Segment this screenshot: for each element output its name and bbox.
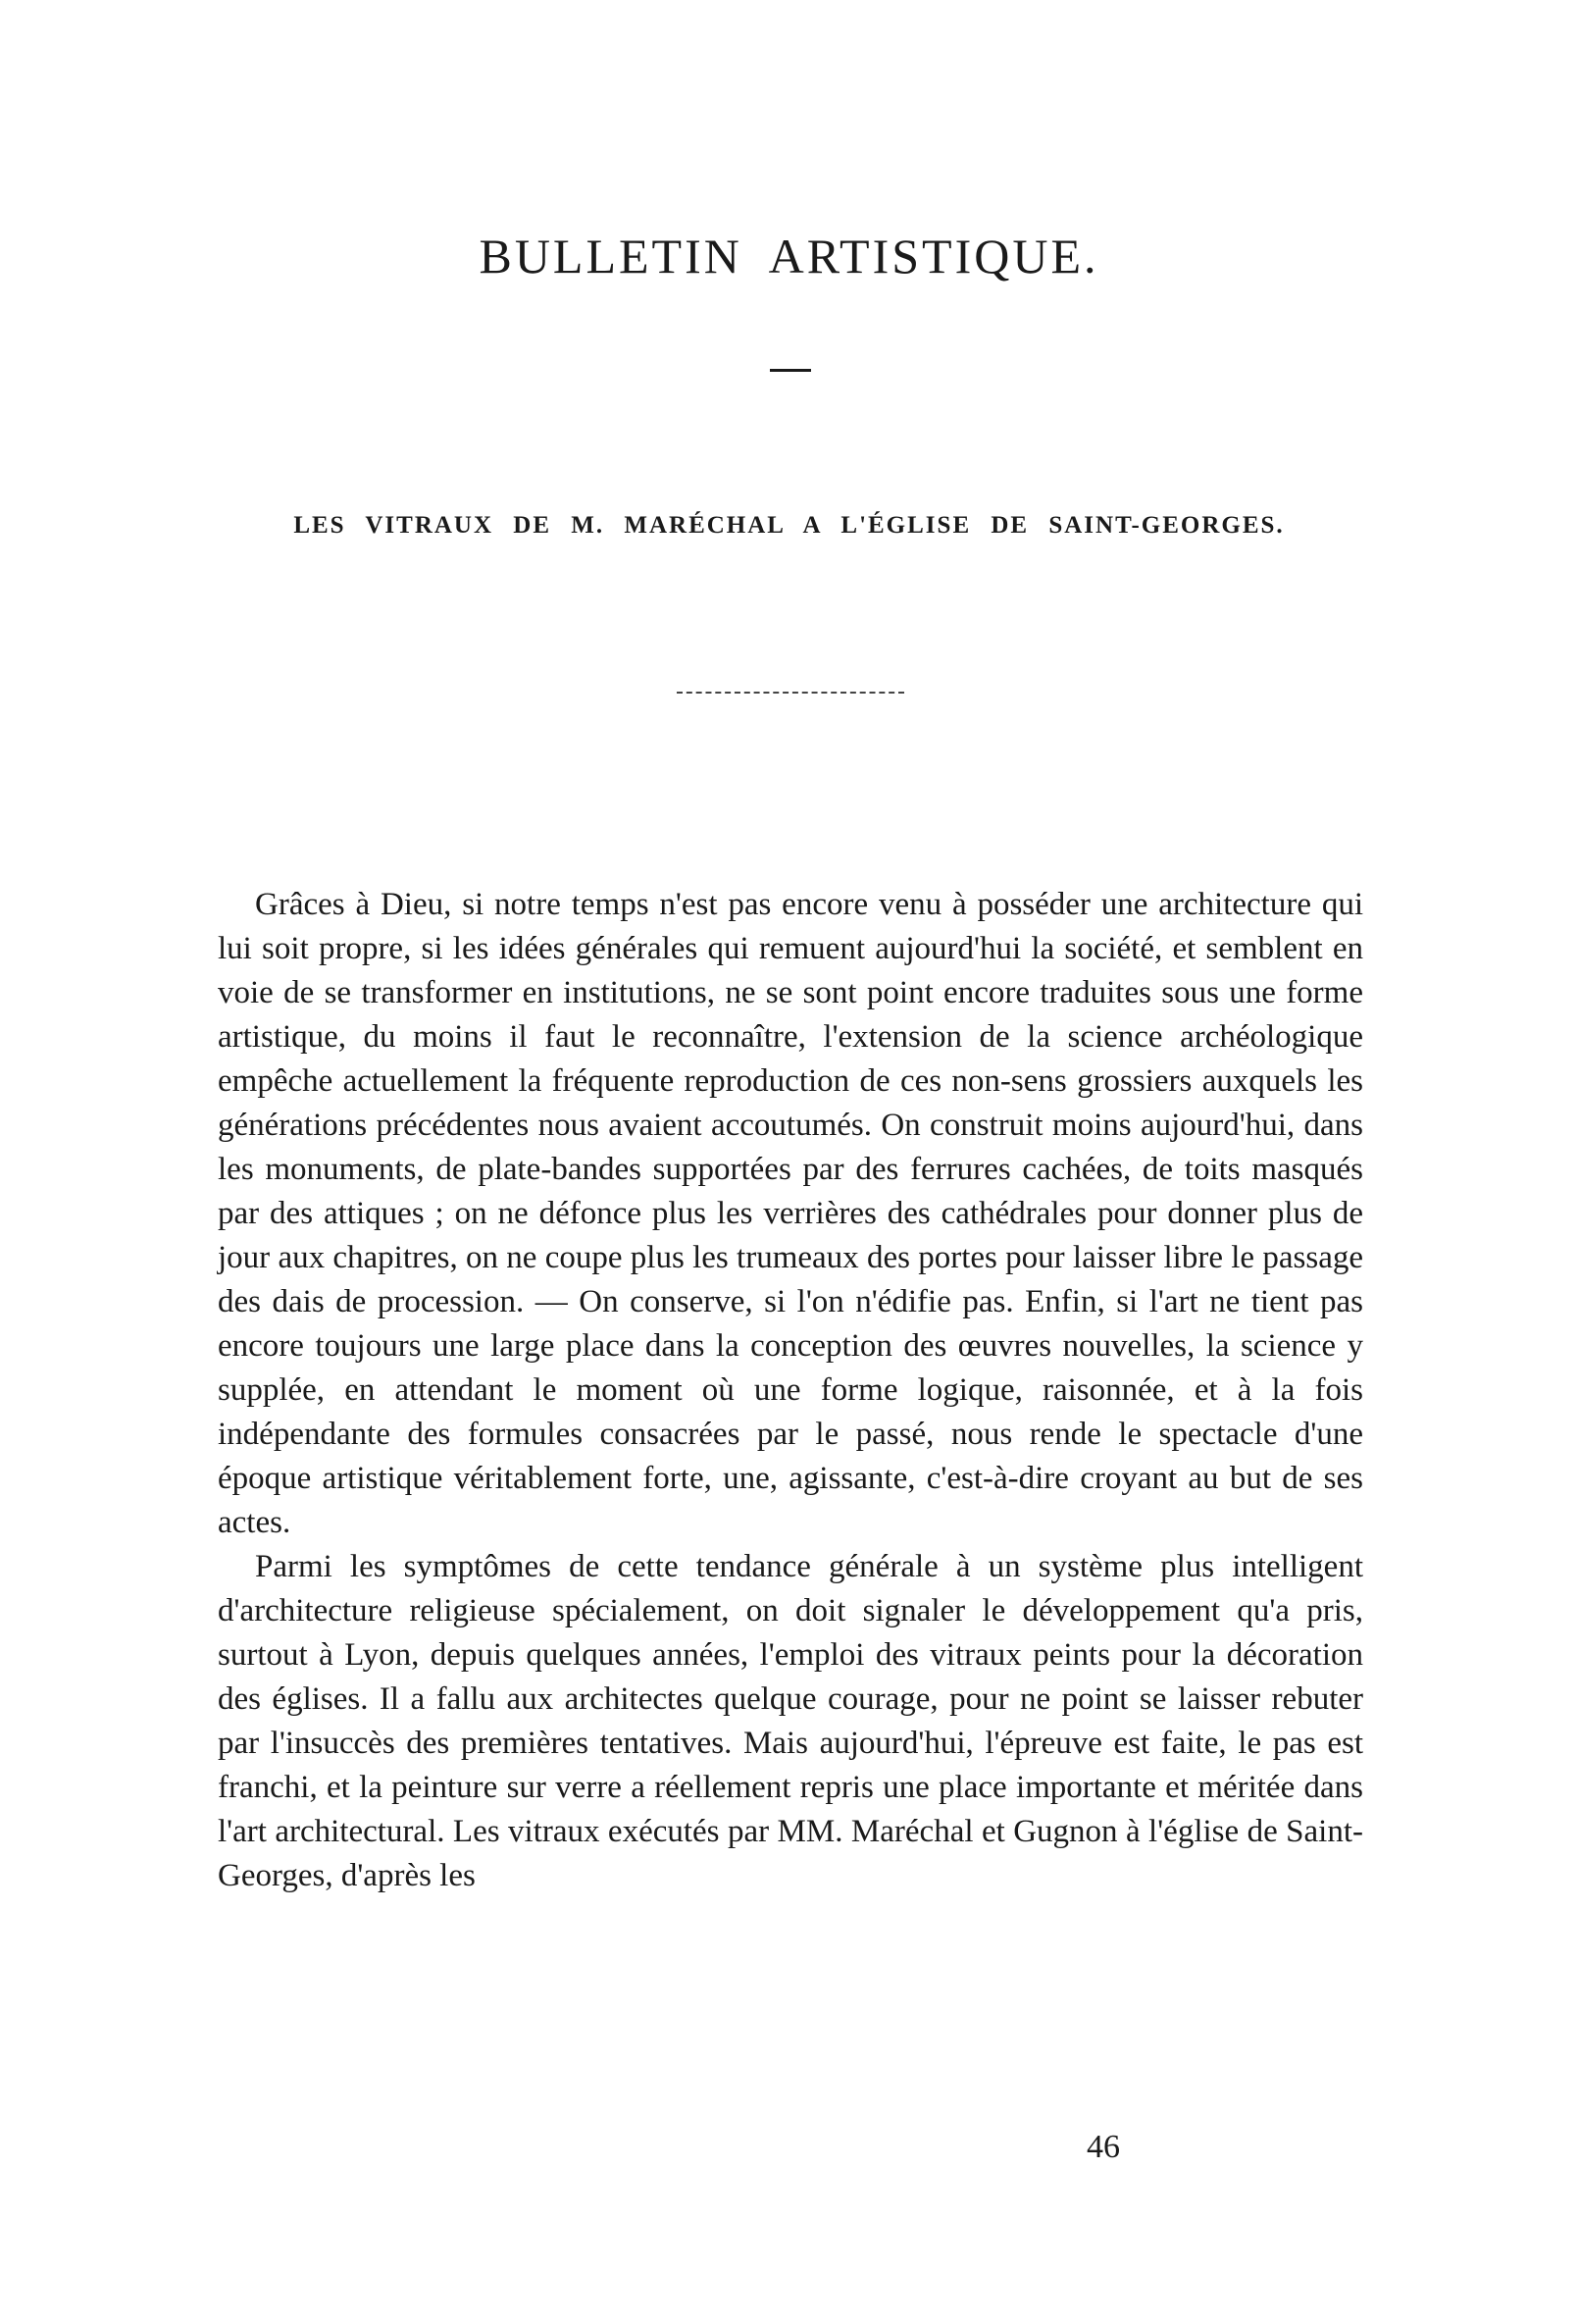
paragraph-2: Parmi les symptômes de cette tendance générale à un système plus intelligent d'architecture religieuse spécialement, on doit signaler le développement qu'a pris, surtout à Lyon, depuis quelques années, l'emploi des vitraux peints pour la décoration des églises. Il a fallu aux architectes quelque courage, pour ne point se laisser rebuter par l'insuccès des premières tentatives. Mais aujourd'hui, l'épreuve est faite, le pas est franchi, et la peinture sur verre a réellement repris une place importante et méritée dans l'art architectural. Les vitraux exécutés par MM. Maréchal et Gugnon à l'église de Saint-Georges, d'après les xyxy=(218,1549,1363,1893)
article-subtitle: LES VITRAUX DE M. MARÉCHAL A L'ÉGLISE DE SAINT-GEORGES. xyxy=(293,512,1285,539)
title-divider xyxy=(770,369,811,372)
paragraph-1: Grâces à Dieu, si notre temps n'est pas encore venu à posséder une architecture qui lui soit propre, si les idées générales qui remuent aujourd'hui la société, et semblent en voie de se transformer en institutions, ne se sont point encore traduites sous une forme artistique, du moins il faut le reconnaître, l'extension de la science archéologique empêche actuellement la fréquente reproduction de ces non-sens grossiers auxquels les générations précédentes nous avaient accoutumés. On construit moins aujourd'hui, dans les monuments, de plate-bandes supportées par des ferrures cachées, de toits masqués par des attiques ; on ne défonce plus les verrières des cathédrales pour donner plus de jour aux chapitres, on ne coupe plus les trumeaux des portes pour laisser libre le passage des dais de procession. — On conserve, si l'on n'édifie pas. Enfin, si l'art ne tient pas encore toujours une large place dans la conception des œuvres nouvelles, la science y supplée, en attendant le moment où une forme logique, raisonnée, et à la fois indépendante des formules consacrées par le passé, nous rende le spectacle d'une époque artistique véritablement forte, une, agissante, c'est-à-dire croyant au but de ses actes. xyxy=(218,887,1363,1540)
page-title: BULLETIN ARTISTIQUE. xyxy=(479,229,1099,284)
article-body xyxy=(218,883,1363,1898)
subtitle-divider xyxy=(677,692,904,694)
page-number: 46 xyxy=(1087,2129,1120,2165)
